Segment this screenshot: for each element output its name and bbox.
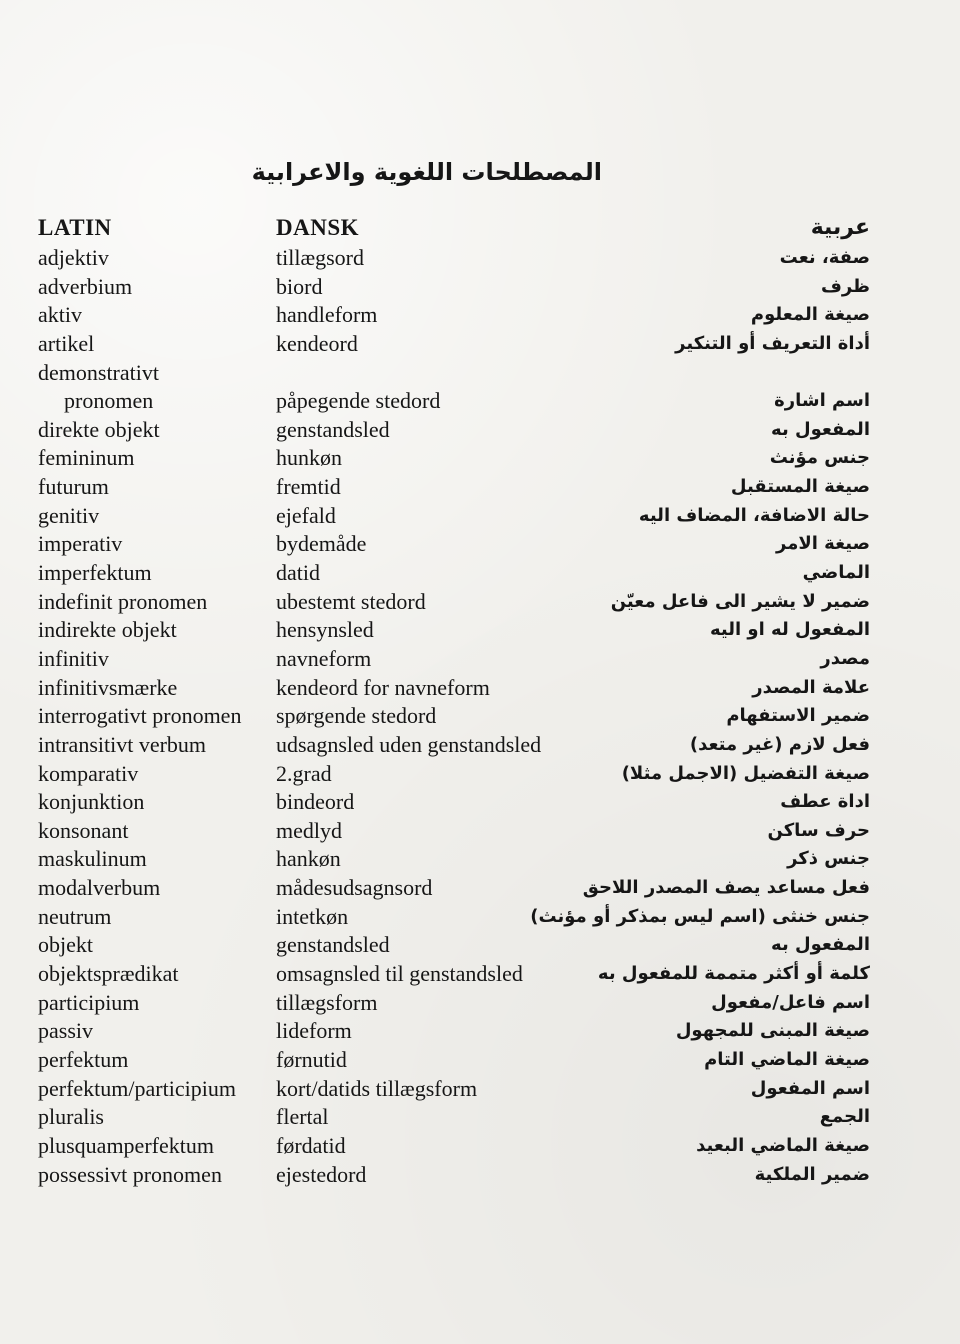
arabic-term: صيغة التفضيل (الاجمل مثلا) xyxy=(621,762,870,784)
latin-term: objekt xyxy=(38,932,93,958)
dansk-header: DANSK xyxy=(276,215,360,240)
arabic-term: اسم المفعول xyxy=(750,1077,870,1099)
arabic-term: اسم اشارة xyxy=(774,390,870,412)
arabic-term: صيغة المعلوم xyxy=(750,304,870,326)
dansk-term: handleform xyxy=(276,302,378,328)
latin-term: artikel xyxy=(38,330,95,356)
arabic-header: عربية xyxy=(810,215,870,240)
latin-term: plusquamperfektum xyxy=(38,1132,214,1158)
arabic-term: فعل مساعد يصف المصدر اللاحق xyxy=(582,877,870,899)
arabic-term: صيغة الامر xyxy=(776,533,870,555)
dansk-term-list xyxy=(276,244,576,1189)
arabic-term: ضمير لا يشير الى فاعل معيّن xyxy=(610,590,870,612)
latin-term: konsonant xyxy=(38,817,129,843)
arabic-term: ضمير الاستفهام xyxy=(726,705,870,727)
dansk-term: hankøn xyxy=(276,846,341,872)
latin-term: femininum xyxy=(38,445,135,471)
latin-term: konjunktion xyxy=(38,789,145,815)
arabic-term: المفعول به xyxy=(771,934,870,956)
latin-term: futurum xyxy=(38,474,109,500)
dansk-term: førdatid xyxy=(276,1132,346,1158)
arabic-term: اسم فاعل/مفعول xyxy=(711,991,870,1013)
dansk-term: hensynsled xyxy=(276,617,374,643)
arabic-term: المفعول به xyxy=(771,418,870,440)
dansk-term: udsagnsled uden genstandsled xyxy=(276,731,542,757)
arabic-term: الماضي xyxy=(802,562,870,584)
arabic-term: مصدر xyxy=(820,647,870,669)
arabic-term: صيغة الماضي التام xyxy=(704,1048,870,1070)
latin-term: komparativ xyxy=(38,760,139,786)
page-title: المصطلحات اللغوية والاعرابية xyxy=(251,158,602,186)
arabic-term: فعل لازم (غير متعد) xyxy=(689,733,870,755)
latin-term-list xyxy=(38,244,268,1189)
latin-term: infinitivsmærke xyxy=(38,674,178,700)
dansk-term: kendeord for navneform xyxy=(276,674,490,700)
arabic-term: صيغة الماضي البعيد xyxy=(696,1134,870,1156)
dansk-term: navneform xyxy=(276,645,372,671)
arabic-term: أداة التعريف أو التنكير xyxy=(675,332,870,354)
dansk-term: lideform xyxy=(276,1018,352,1044)
dansk-term: fremtid xyxy=(276,474,341,500)
latin-term: indefinit pronomen xyxy=(38,588,208,614)
arabic-term: حالة الاضافة، المضاف اليه xyxy=(638,504,870,526)
dansk-term: kort/datids tillægsform xyxy=(276,1075,478,1101)
latin-term: passiv xyxy=(38,1018,93,1044)
latin-term: imperativ xyxy=(38,531,123,557)
arabic-term: كلمة أو أكثر متممة للمفعول به xyxy=(597,963,870,985)
latin-term: possessivt pronomen xyxy=(38,1161,222,1187)
arabic-term: ضمير الملكية xyxy=(754,1163,870,1185)
dansk-term: tillægsform xyxy=(276,989,378,1015)
latin-term: perfektum/participium xyxy=(38,1075,236,1101)
latin-term: perfektum xyxy=(38,1046,129,1072)
dansk-term: påpegende stedord xyxy=(276,388,441,414)
arabic-term: صفة، نعت xyxy=(779,247,870,268)
latin-term: interrogativt pronomen xyxy=(38,703,242,729)
arabic-term: حرف ساكن xyxy=(767,819,870,841)
latin-term: adjektiv xyxy=(38,245,109,270)
latin-term: modalverbum xyxy=(38,875,161,901)
arabic-term: جنس مؤنث xyxy=(769,447,870,469)
dansk-term: kendeord xyxy=(276,330,358,356)
latin-term: infinitiv xyxy=(38,645,109,671)
latin-term: genitiv xyxy=(38,502,100,528)
latin-term: adverbium xyxy=(38,273,133,299)
arabic-term: علامة المصدر xyxy=(752,676,870,698)
latin-term: demonstrativt xyxy=(38,359,159,385)
dansk-term: intetkøn xyxy=(276,903,349,929)
latin-header: LATIN xyxy=(38,215,112,240)
arabic-column xyxy=(530,208,870,1189)
arabic-term: جنس خنثى (اسم ليس بمذكر أو مؤنث) xyxy=(530,905,870,927)
latin-term: aktiv xyxy=(38,302,82,328)
dansk-term: flertal xyxy=(276,1104,329,1130)
arabic-term: صيغة المستقبل xyxy=(730,476,870,498)
latin-term: pronomen xyxy=(64,388,154,414)
latin-term: objektsprædikat xyxy=(38,961,179,987)
arabic-term: ظرف xyxy=(820,275,870,297)
dansk-term: omsagnsled til genstandsled xyxy=(276,961,523,987)
latin-term: indirekte objekt xyxy=(38,617,177,643)
dansk-term: mådesudsagnsord xyxy=(276,875,433,901)
arabic-term-list xyxy=(530,244,870,1189)
arabic-term: المفعول له او اليه xyxy=(709,619,870,641)
latin-term: imperfektum xyxy=(38,560,152,586)
dansk-term: ejestedord xyxy=(276,1161,367,1187)
arabic-term: اداة عطف xyxy=(780,791,870,813)
dansk-term: førnutid xyxy=(276,1046,347,1072)
arabic-term: جنس ذكر xyxy=(787,848,870,870)
dansk-term: genstandsled xyxy=(276,932,390,958)
latin-term: maskulinum xyxy=(38,846,147,872)
dansk-term: datid xyxy=(276,560,320,586)
latin-column xyxy=(38,208,268,1189)
arabic-term: الجمع xyxy=(819,1106,870,1128)
dansk-term: spørgende stedord xyxy=(276,703,437,729)
latin-term: pluralis xyxy=(38,1104,104,1130)
dansk-term: biord xyxy=(276,273,323,299)
dansk-term: bindeord xyxy=(276,789,355,815)
dansk-term: genstandsled xyxy=(276,416,390,442)
dansk-term: tillægsord xyxy=(276,245,365,270)
dansk-term: 2.grad xyxy=(276,760,332,786)
latin-term: intransitivt verbum xyxy=(38,731,207,757)
dansk-term: bydemåde xyxy=(276,531,367,557)
latin-term: direkte objekt xyxy=(38,416,160,442)
dansk-term xyxy=(276,359,576,388)
latin-term: neutrum xyxy=(38,903,112,929)
dansk-term: medlyd xyxy=(276,817,342,843)
dansk-term: ubestemt stedord xyxy=(276,588,426,614)
arabic-term xyxy=(548,359,870,388)
dansk-column xyxy=(276,208,576,1189)
dansk-term: ejefald xyxy=(276,502,336,528)
latin-term: participium xyxy=(38,989,140,1015)
dansk-term: hunkøn xyxy=(276,445,342,471)
arabic-term: صيغة المبنى للمجهول xyxy=(675,1020,870,1042)
